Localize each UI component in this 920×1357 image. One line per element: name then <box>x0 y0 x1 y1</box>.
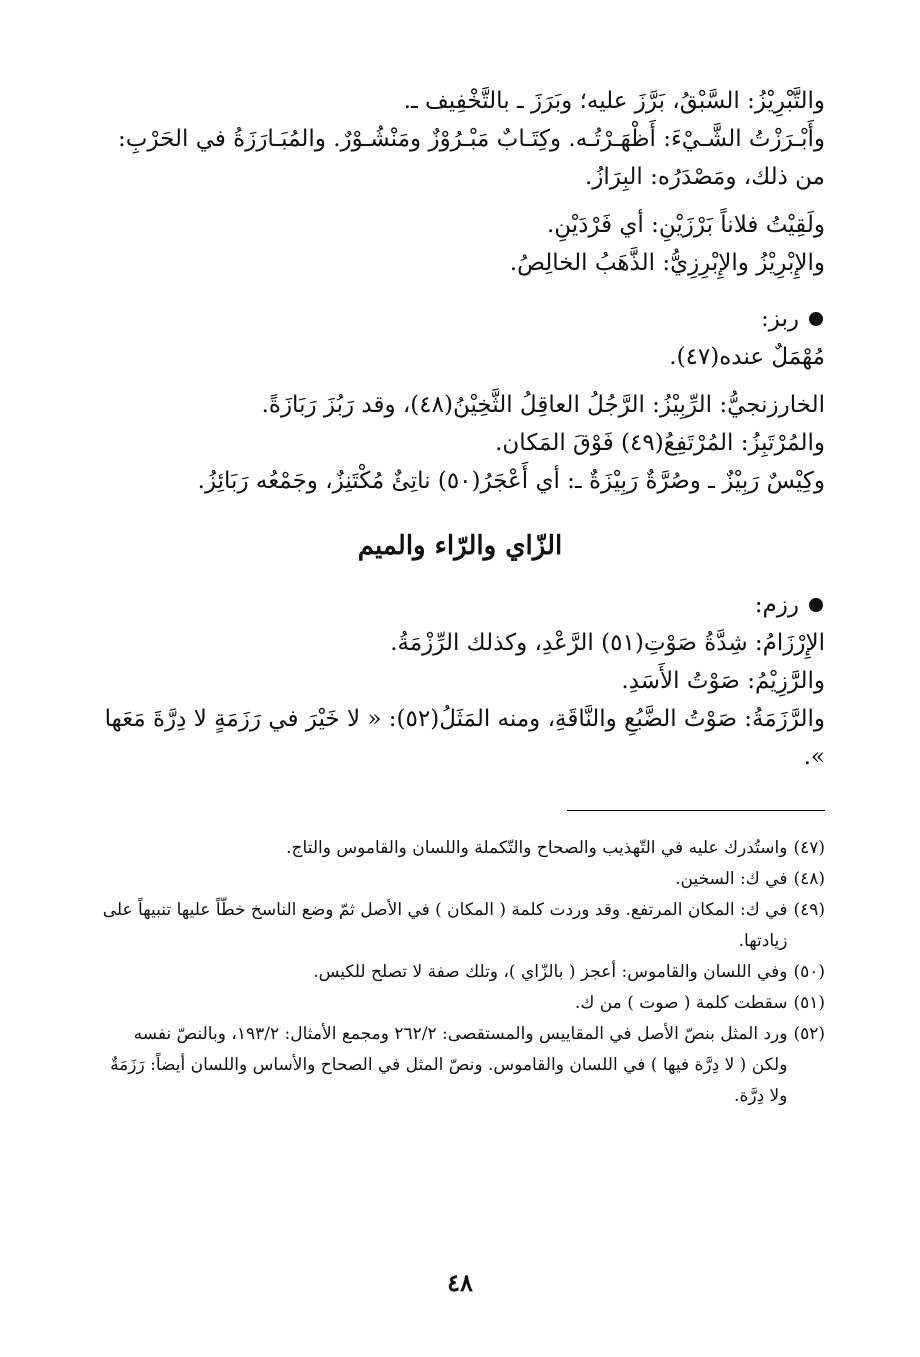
text-line: مُهْمَلٌ عنده(٤٧). <box>669 344 825 370</box>
footnote-number: (٤٩) <box>793 900 825 920</box>
entry-heading-label: ربز: <box>761 306 799 332</box>
footnote-number: (٥٢) <box>793 1024 825 1044</box>
text-line: الخارزنجيُّ: الرِّبِيْزُ: الرَّجُلُ العاقِلُ الثَّخِيْنُ(٤٨)، وقد رَبُزَ رَبَازَةً. <box>261 392 825 418</box>
text-line: الإِرْزَامُ: شِدَّةُ صَوْتِ(٥١) الرَّعْدِ، وكذلك الرِّزْمَةُ. <box>390 630 825 656</box>
footnote-item <box>95 895 825 957</box>
document-page <box>95 82 825 1332</box>
text-line: ولَقِيْتُ فلاناً بَرْزَيْنِ: أي فَرْدَيْنِ. <box>546 212 825 238</box>
footnote-divider <box>567 810 825 811</box>
footnote-text: واستُدرك عليه في التّهذيب والصحاح والتّكملة واللسان والقاموس والتاج. <box>286 838 788 858</box>
entry-heading-rzm <box>95 586 825 624</box>
bullet-icon <box>809 598 823 612</box>
footnote-item <box>95 1019 825 1112</box>
footnote-item <box>95 957 825 988</box>
footnote-text: في ك: السخين. <box>675 869 788 889</box>
footnote-item <box>95 988 825 1019</box>
footnote-number: (٤٨) <box>793 869 825 889</box>
text-line: والمُرْتَبِزُ: المُرْتَفِعُ(٤٩) فَوْقَ المَكان. <box>495 430 825 456</box>
text-line: والرَّزِيْمُ: صَوْتُ الأَسَدِ. <box>621 668 825 694</box>
footnote-number: (٤٧) <box>793 838 825 858</box>
section-title: الزّاي والرّاء والميم <box>357 531 563 561</box>
footnote-text: سقطت كلمة ( صوت ) من ك. <box>574 993 788 1013</box>
entry-heading-label: رزم: <box>754 592 799 618</box>
footnote-text: وفي اللسان والقاموس: أعجز ( بالزّاي )، وتلك صفة لا تصلح للكيس. <box>313 962 788 982</box>
text-line: والرَّزَمَةُ: صَوْتُ الضَّبُعِ والنَّاقَةِ، ومنه المَثَلُ(٥٢): « لا خَيْرَ في رَزَمَةٍ لا دِرَّةَ مَعَها ». <box>104 706 825 770</box>
footnotes <box>95 833 825 1112</box>
main-text <box>95 82 825 776</box>
footnote-item <box>95 833 825 864</box>
footnote-text: ورد المثل بنصّ الأصل في المقاييس والمستقصى: ٢٦٢/٢ ومجمع الأمثال: ١٩٣/٢، وبالنصّ نفسه ولكن ( لا دِرَّة فيها ) في اللسان والقاموس. ونصّ المثل في الصحاح والأساس واللسان أيضاً: رَزَمَةٌ ولا دِرَّة. <box>110 1024 788 1106</box>
entry-heading-rbz <box>95 300 825 338</box>
footnote-number: (٥١) <box>793 993 825 1013</box>
page-number: ٤٨ <box>447 1268 473 1297</box>
bullet-icon <box>809 312 823 326</box>
footnote-number: (٥٠) <box>793 962 825 982</box>
footnote-item <box>95 864 825 895</box>
text-line: والتَّبْرِيْزُ: السَّبْقُ، بَرَّزَ عليه؛ وبَرَزَ ـ بالتَّخْفِيف ـ. <box>403 88 825 114</box>
text-line: وأَبْـرَزْتُ الشَّـيْءَ: أَظْهَـرْتُـه. وكِتَـابٌ مَبْـرُوْزٌ ومَنْشُـوْرٌ. والمُبَـارَزَةُ في الحَرْبِ: من ذلك، ومَصْدَرُه: البِرَازُ. <box>118 126 825 190</box>
footnote-text: في ك: المكان المرتفع. وقد وردت كلمة ( المكان ) في الأصل ثمّ وضع الناسخ خطّاً عليها تنبيهاً على زيادتها. <box>102 900 788 951</box>
text-line: وكِيْسٌ رَبِيْزٌ ـ وصُرَّةٌ رَبِيْزَةٌ ـ: أي أَعْجَرُ(٥٠) ناتِئٌ مُكْتَنِزٌ، وجَمْعُه رَبَائِزُ. <box>197 468 825 494</box>
text-line: والإِبْرِيْزُ والإِبْرِزِيُّ: الذَّهَبُ الخالِصُ. <box>509 250 825 276</box>
